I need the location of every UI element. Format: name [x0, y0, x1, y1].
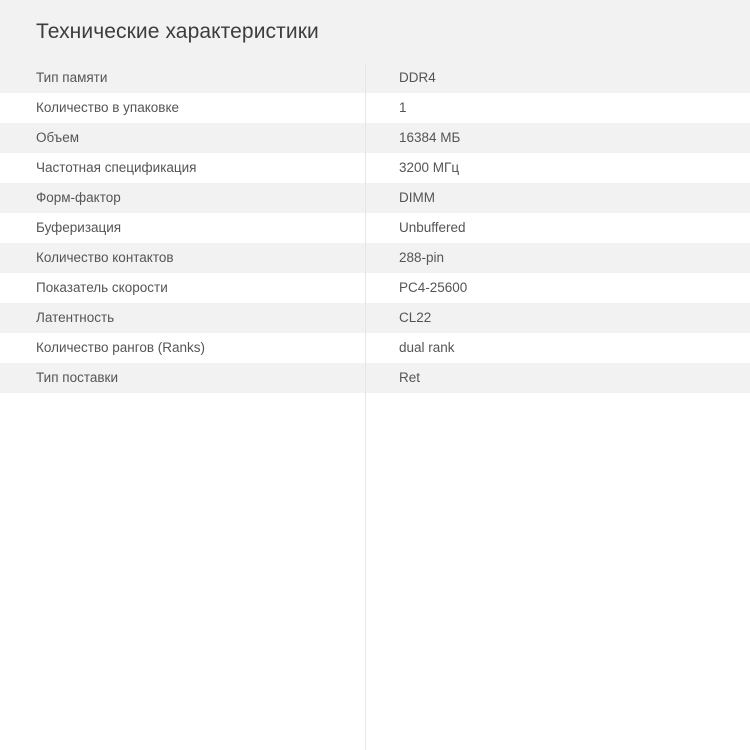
spec-label: Латентность [36, 310, 115, 325]
specifications-table [0, 63, 750, 393]
table-row [0, 273, 750, 303]
table-row [0, 183, 750, 213]
spec-label: Объем [36, 130, 80, 145]
spec-value: DIMM [399, 190, 435, 205]
table-row [0, 363, 750, 393]
spec-label: Частотная спецификация [36, 160, 197, 175]
spec-label: Буферизация [36, 220, 122, 235]
spec-label: Количество рангов (Ranks) [36, 340, 206, 355]
spec-value: dual rank [399, 340, 455, 355]
spec-label: Количество в упаковке [36, 100, 180, 115]
table-row [0, 93, 750, 123]
table-row [0, 303, 750, 333]
spec-value: Unbuffered [399, 220, 466, 235]
page-title: Технические характеристики [36, 20, 319, 43]
spec-value: 288-pin [399, 250, 445, 265]
spec-value: Ret [399, 370, 421, 385]
table-row [0, 333, 750, 363]
spec-label: Тип памяти [36, 70, 108, 85]
spec-label: Форм-фактор [36, 190, 121, 205]
spec-value: 3200 МГц [399, 160, 460, 175]
spec-value: 1 [399, 100, 407, 115]
spec-label: Показатель скорости [36, 280, 168, 295]
spec-label: Количество контактов [36, 250, 174, 265]
table-row [0, 213, 750, 243]
table-row [0, 243, 750, 273]
table-row [0, 123, 750, 153]
spec-value: 16384 МБ [399, 130, 461, 145]
table-row [0, 153, 750, 183]
column-divider [365, 63, 366, 750]
spec-label: Тип поставки [36, 370, 118, 385]
spec-value: DDR4 [399, 70, 436, 85]
table-row [0, 63, 750, 93]
spec-value: PC4-25600 [399, 280, 468, 295]
spec-value: CL22 [399, 310, 432, 325]
